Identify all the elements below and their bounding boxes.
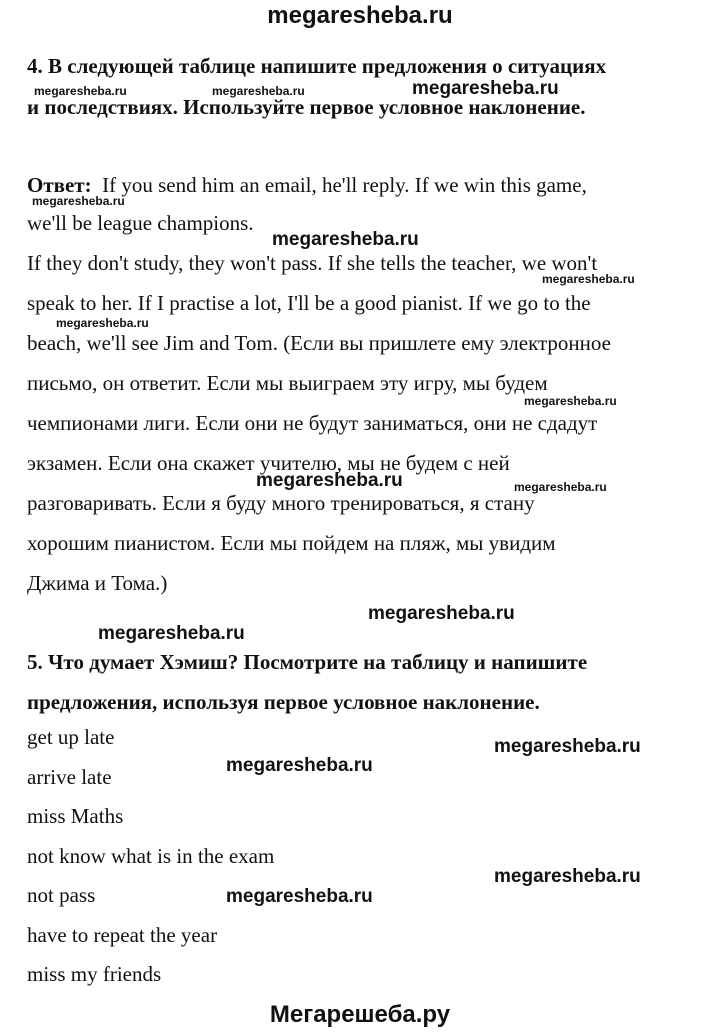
answer-line-8: экзамен. Если она скажет учителю, мы не будем с ней — [27, 451, 510, 475]
watermark-large: megaresheba.ru — [256, 470, 403, 491]
watermark-large: megaresheba.ru — [272, 229, 419, 250]
watermark-small: megaresheba.ru — [212, 84, 305, 98]
task4-heading-line2: и последствиях. Используйте первое условное наклонение. — [27, 95, 586, 119]
answer-label: Ответ: — [27, 173, 92, 197]
task5-item: not know what is in the exam — [27, 844, 275, 868]
task5-item: get up late — [27, 725, 115, 749]
task5-item: have to repeat the year — [27, 923, 218, 947]
task5-heading-line2: предложения, используя первое условное наклонение. — [27, 690, 540, 714]
answer-line-2: we'll be league champions. — [27, 211, 254, 235]
watermark-small: megaresheba.ru — [34, 84, 127, 98]
watermark-large: megaresheba.ru — [368, 603, 515, 624]
watermark-large: megaresheba.ru — [494, 866, 641, 887]
watermark-small: megaresheba.ru — [32, 194, 125, 208]
answer-text-1: If you send him an email, he'll reply. If we win this game, — [102, 173, 587, 197]
answer-line-5: beach, we'll see Jim and Tom. (Если вы пришлете ему электронное — [27, 331, 611, 355]
watermark-large: megaresheba.ru — [226, 755, 373, 776]
watermark-small: megaresheba.ru — [56, 316, 149, 330]
task5-item: miss Maths — [27, 804, 124, 828]
watermark-large: megaresheba.ru — [226, 886, 373, 907]
watermark-small: megaresheba.ru — [524, 394, 617, 408]
watermark-large: megaresheba.ru — [98, 623, 245, 644]
task5-heading-line1: 5. Что думает Хэмиш? Посмотрите на таблицу и напишите — [27, 650, 588, 674]
watermark-large: megaresheba.ru — [494, 736, 641, 757]
task5-item: not pass — [27, 883, 96, 907]
answer-line-10: хорошим пианистом. Если мы пойдем на пляж, мы увидим — [27, 531, 556, 555]
watermark-small: megaresheba.ru — [542, 272, 635, 286]
answer-line-7: чемпионами лиги. Если они не будут заниматься, они не сдадут — [27, 411, 598, 435]
site-title-top: megaresheba.ru — [267, 2, 453, 29]
watermark-large: megaresheba.ru — [412, 78, 559, 99]
watermark-small: megaresheba.ru — [514, 480, 607, 494]
task5-item: arrive late — [27, 765, 112, 789]
answer-line-6: письмо, он ответит. Если мы выиграем эту игру, мы будем — [27, 371, 548, 395]
answer-line-11: Джима и Тома.) — [27, 571, 168, 595]
site-title-bottom: Мегарешеба.ру — [269, 1001, 451, 1028]
answer-line-9: разговаривать. Если я буду много тренироваться, я стану — [27, 491, 535, 515]
answer-line-3: If they don't study, they won't pass. If she tells the teacher, we won't — [27, 251, 598, 275]
task4-heading-line1: 4. В следующей таблице напишите предложения о ситуациях — [27, 54, 607, 78]
task5-item: miss my friends — [27, 962, 162, 986]
answer-line-4: speak to her. If I practise a lot, I'll be a good pianist. If we go to the — [27, 291, 591, 315]
